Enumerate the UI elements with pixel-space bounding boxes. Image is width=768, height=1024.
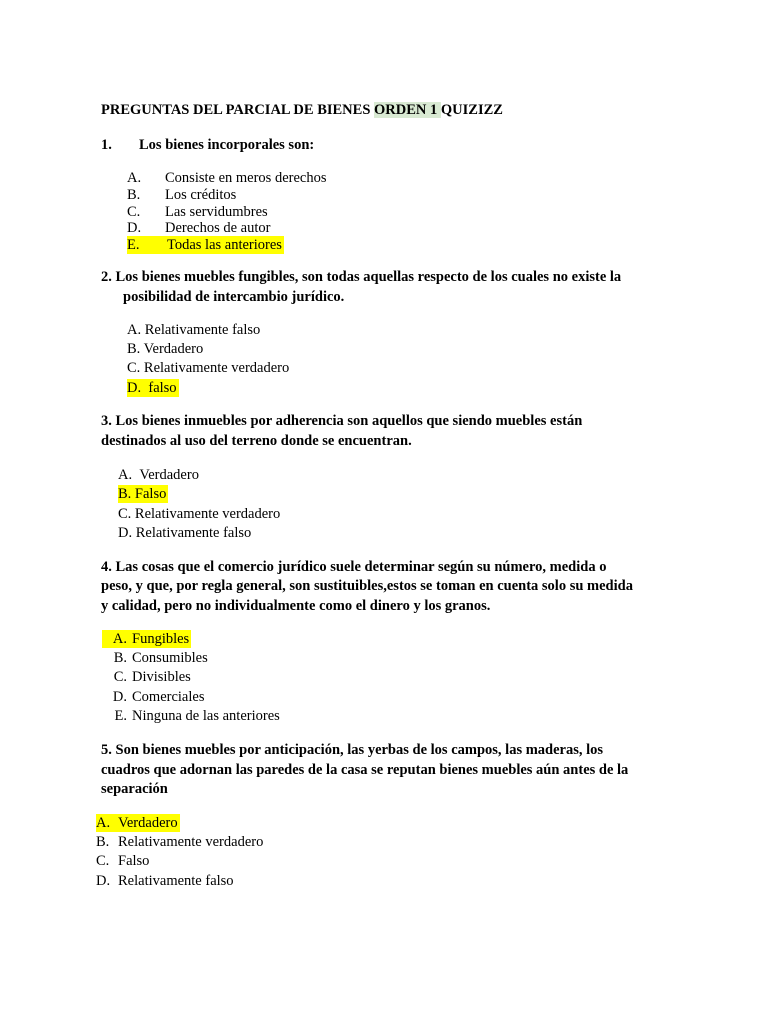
option-text: Relativamente verdadero — [143, 360, 290, 376]
title-text-end: QUIZIZZ — [440, 102, 503, 118]
question-3-line-2: destinados al uso del terreno donde se encuentran. — [101, 433, 412, 449]
question-2-line-1: 2. Los bienes muebles fungibles, son todas aquellas respecto de los cuales no existe la — [101, 269, 622, 285]
option-5a-correct — [96, 814, 180, 832]
option-3c — [118, 505, 280, 523]
option-4e — [102, 707, 280, 725]
option-2c — [127, 359, 289, 377]
option-5b — [96, 833, 263, 851]
question-number: 1. — [101, 137, 112, 153]
option-text: Relativamente verdadero — [134, 506, 281, 522]
option-text: Falso — [134, 486, 167, 502]
title-highlight: ORDEN 1 — [374, 102, 441, 118]
question-text: Los bienes incorporales son: — [139, 137, 315, 153]
option-text: Los créditos — [165, 187, 237, 203]
option-1b — [127, 186, 236, 204]
option-4b — [102, 649, 208, 667]
option-text: Consumibles — [132, 650, 208, 666]
option-text: Consiste en meros derechos — [165, 170, 327, 186]
option-text: Relativamente verdadero — [118, 834, 264, 850]
option-letter: D. — [112, 689, 127, 705]
option-letter: A. — [127, 170, 142, 186]
option-letter: E. — [114, 708, 127, 724]
option-letter: C. — [118, 506, 132, 522]
option-letter: B. — [118, 486, 132, 502]
option-4c — [102, 668, 191, 686]
option-text: Ninguna de las anteriores — [132, 708, 280, 724]
option-letter: D. — [96, 873, 111, 889]
option-3d — [118, 524, 251, 542]
option-3b-correct — [118, 485, 168, 503]
option-1e-correct — [127, 236, 284, 254]
option-letter: A. — [112, 631, 127, 647]
option-text: Relativamente falso — [118, 873, 234, 889]
option-3a — [118, 466, 199, 484]
option-2d-correct — [127, 379, 179, 397]
option-5c — [96, 852, 149, 870]
question-5-line-2: cuadros que adornan las paredes de la casa se reputan bienes muebles aún antes de la — [101, 762, 629, 778]
option-letter: D. — [127, 220, 142, 236]
option-text: Las servidumbres — [165, 204, 268, 220]
option-text: Comerciales — [132, 689, 205, 705]
option-letter: A. — [118, 467, 133, 483]
option-text: falso — [148, 380, 177, 396]
option-letter: D. — [127, 380, 142, 396]
option-letter: B. — [127, 341, 141, 357]
title-text: PREGUNTAS DEL PARCIAL DE BIENES — [101, 102, 375, 118]
option-letter: B. — [127, 187, 141, 203]
question-5-line-1: 5. Son bienes muebles por anticipación, las yerbas de los campos, las maderas, los — [101, 742, 604, 758]
option-text: Falso — [118, 853, 150, 869]
option-5d — [96, 872, 234, 890]
option-letter: B. — [113, 650, 127, 666]
option-letter: C. — [113, 669, 127, 685]
page-title — [101, 101, 503, 119]
option-letter: A. — [96, 815, 111, 831]
option-letter: E. — [127, 237, 140, 253]
option-letter: B. — [96, 834, 110, 850]
option-text: Fungibles — [132, 631, 190, 647]
option-letter: C. — [127, 360, 141, 376]
option-1a — [127, 169, 326, 187]
option-letter: C. — [127, 204, 141, 220]
option-letter: D. — [118, 525, 133, 541]
option-text: Verdadero — [118, 815, 178, 831]
option-text: Derechos de autor — [165, 220, 271, 236]
option-text: Todas las anteriores — [167, 237, 282, 253]
question-2-line-2: posibilidad de intercambio jurídico. — [123, 289, 345, 305]
option-4a-correct — [102, 630, 191, 648]
option-text: Verdadero — [139, 467, 199, 483]
option-text: Verdadero — [143, 341, 204, 357]
question-4-line-3: y calidad, pero no individualmente como el dinero y los granos. — [101, 598, 491, 614]
option-2b — [127, 340, 203, 358]
option-text: Divisibles — [132, 669, 191, 685]
question-5-line-3: separación — [101, 781, 168, 797]
question-1 — [101, 136, 314, 154]
option-text: Relativamente falso — [135, 525, 252, 541]
option-letter: A. — [127, 322, 142, 338]
question-3-line-1: 3. Los bienes inmuebles por adherencia son aquellos que siendo muebles están — [101, 413, 583, 429]
option-text: Relativamente falso — [144, 322, 261, 338]
option-4d — [102, 688, 204, 706]
question-4-line-1: 4. Las cosas que el comercio jurídico suele determinar según su número, medida o — [101, 559, 607, 575]
option-1d — [127, 219, 270, 237]
option-letter: C. — [96, 853, 110, 869]
option-2a — [127, 321, 260, 339]
question-4-line-2: peso, y que, por regla general, son sustituibles,estos se toman en cuenta solo su medida — [101, 578, 633, 594]
